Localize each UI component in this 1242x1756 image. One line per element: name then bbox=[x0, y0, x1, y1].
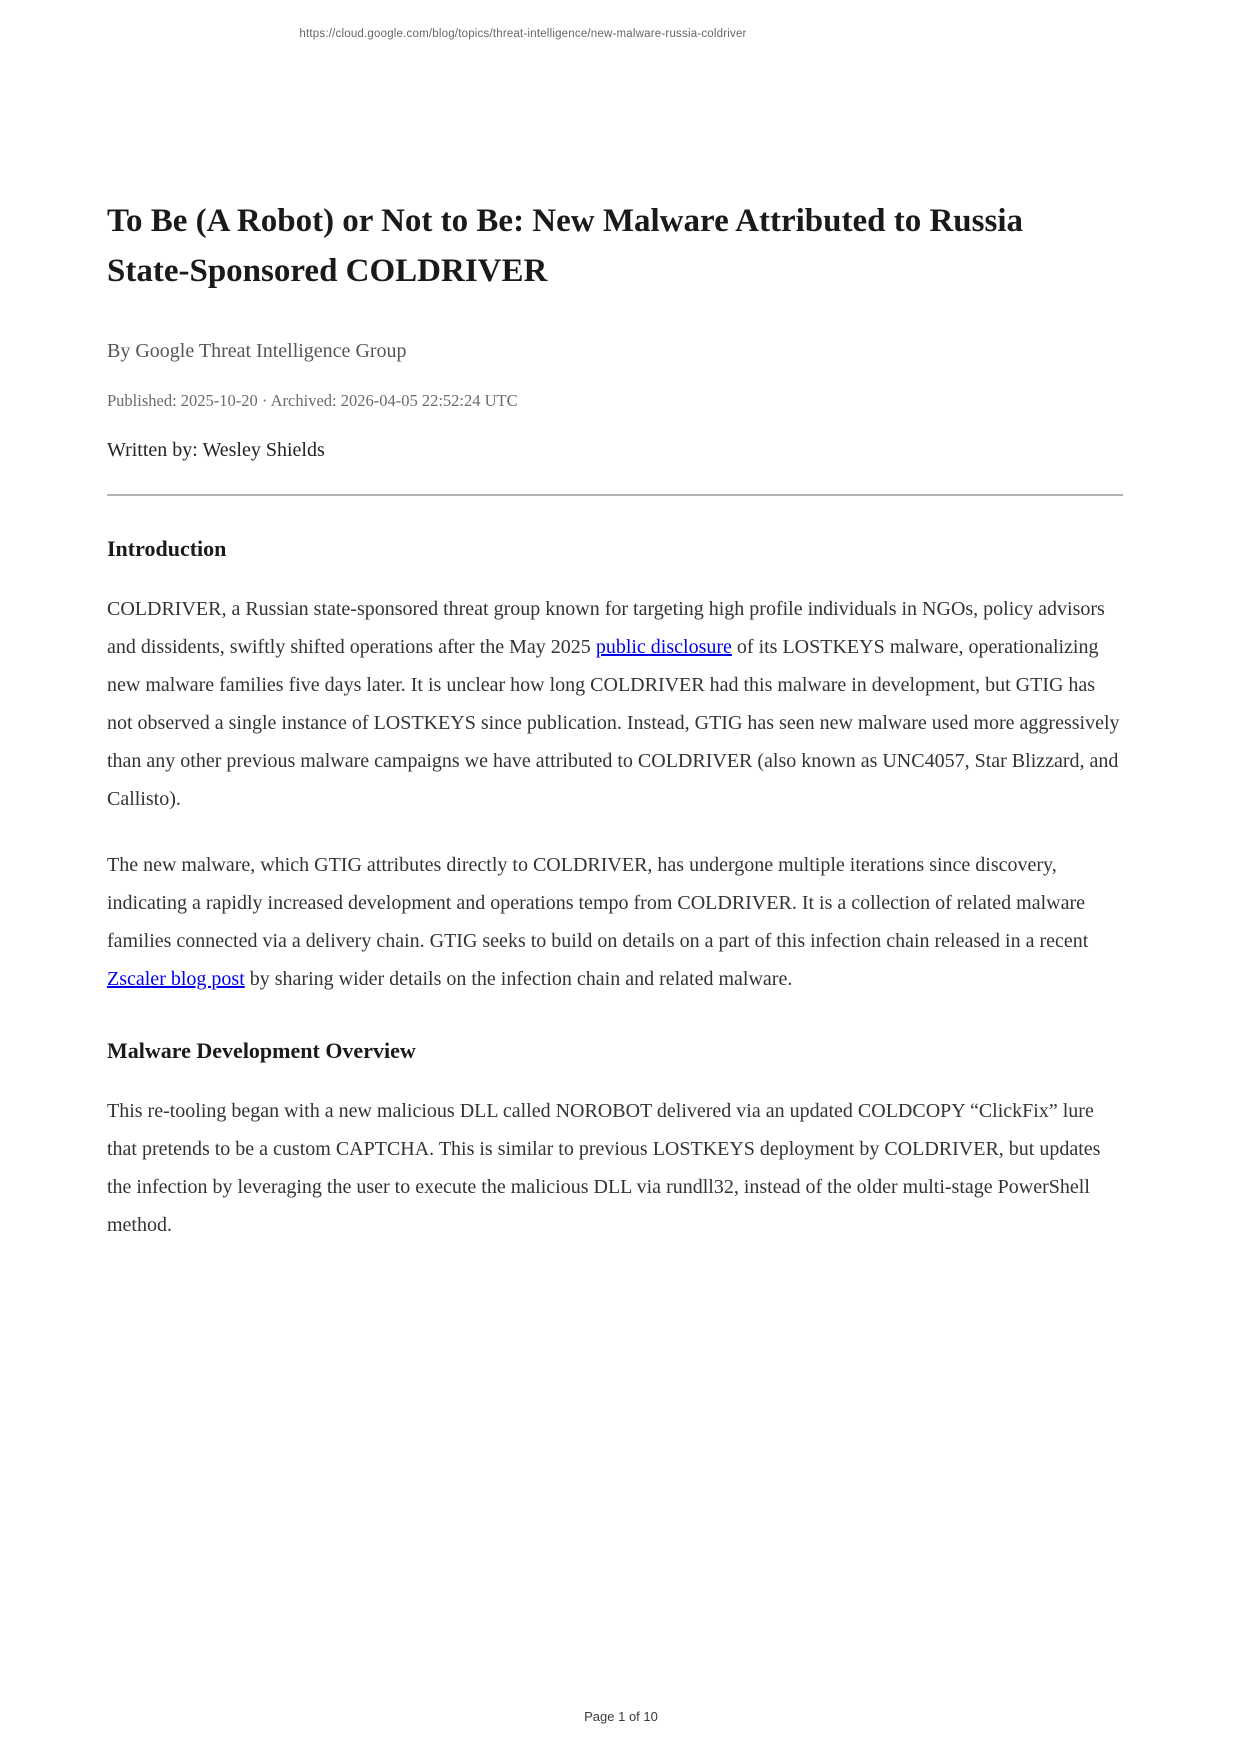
divider bbox=[107, 494, 1123, 496]
inline-link[interactable]: Zscaler blog post bbox=[107, 968, 245, 990]
paragraph: COLDRIVER, a Russian state-sponsored threat group known for targeting high profile individuals in NGOs, policy advisors and dissidents, swiftly shifted operations after the May 2025 public disclosure of its LOSTKEYS malware, operationalizing new malware families five days later. It is unclear how long COLDRIVER had this malware in development, but GTIG has not observed a single instance of LOSTKEYS since publication. Instead, GTIG has seen new malware used more aggressively than any other previous malware campaigns we have attributed to COLDRIVER (also known as UNC4057, Star Blizzard, and Callisto). bbox=[107, 598, 1120, 810]
paragraph: The new malware, which GTIG attributes directly to COLDRIVER, has undergone multiple iterations since discovery, indicating a rapidly increased development and operations tempo from COLDRIVER. It is a collection of related malware families connected via a delivery chain. GTIG seeks to build on details on a part of this infection chain released in a recent Zscaler blog post by sharing wider details on the infection chain and related malware. bbox=[107, 854, 1089, 990]
written-by: Written by: Wesley Shields bbox=[107, 439, 325, 461]
section-heading: Malware Development Overview bbox=[107, 1038, 416, 1063]
page-title-line-1: To Be (A Robot) or Not to Be: New Malware Attributed to Russia bbox=[107, 203, 1023, 239]
page-number: Page 1 of 10 bbox=[584, 1709, 658, 1724]
page-title bbox=[107, 196, 1123, 296]
article bbox=[107, 196, 1123, 1244]
section-heading: Introduction bbox=[107, 536, 227, 561]
page-title-line-2: State-Sponsored COLDRIVER bbox=[107, 253, 548, 289]
archive-url: https://cloud.google.com/blog/topics/threat-intelligence/new-malware-russia-coldriver bbox=[299, 28, 747, 40]
article-body bbox=[107, 536, 1123, 1244]
byline: By Google Threat Intelligence Group bbox=[107, 340, 407, 362]
paragraph: This re-tooling began with a new malicious DLL called NOROBOT delivered via an updated COLDCOPY “ClickFix” lure that pretends to be a custom CAPTCHA. This is similar to previous LOSTKEYS deployment by COLDRIVER, but updates the infection by leveraging the user to execute the malicious DLL via rundll32, instead of the older multi-stage PowerShell method. bbox=[107, 1100, 1101, 1236]
inline-link[interactable]: public disclosure bbox=[595, 636, 732, 658]
published-archived-line: Published: 2025-10-20 · Archived: 2026-04-05 22:52:24 UTC bbox=[107, 391, 518, 410]
